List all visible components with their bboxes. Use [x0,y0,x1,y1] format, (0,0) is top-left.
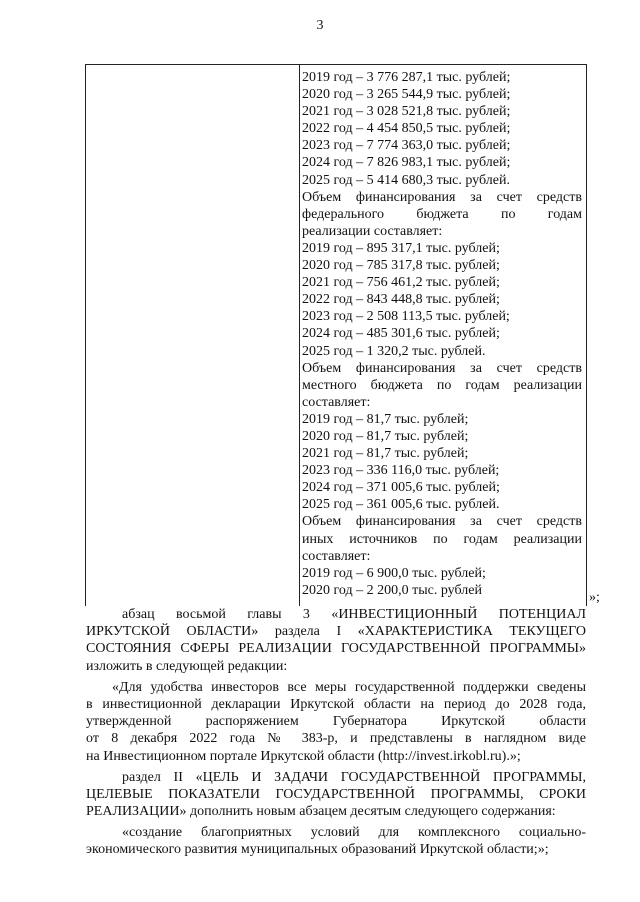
table-left-cell [86,65,300,606]
table-cell-line: составляет: [302,394,371,410]
table-cell-line: федерального бюджета по годам [302,206,582,222]
table-cell-line: иных источников по годам реализации [302,531,582,547]
table-cell-line: 2019 год – 6 900,0 тыс. рублей; [302,565,486,581]
body-line: экономического развития муниципальных образований Иркутской области;»; [86,842,549,858]
body-line: раздел II «ЦЕЛЬ И ЗАДАЧИ ГОСУДАРСТВЕННОЙ ПРОГРАММЫ, [122,769,586,785]
table-cell-line: 2025 год – 5 414 680,3 тыс. рублей. [302,172,510,188]
table-cell-line: 2021 год – 3 028 521,8 тыс. рублей; [302,104,511,120]
table-cell-line: 2020 год – 3 265 544,9 тыс. рублей; [302,87,511,103]
table-cell-line: Объем финансирования за счет средств [302,189,582,205]
table-cell-line: 2020 год – 81,7 тыс. рублей; [302,428,469,444]
table-cell-line: 2022 год – 4 454 850,5 тыс. рублей; [302,121,511,137]
table-cell-line: местного бюджета по годам реализации [302,377,582,393]
table-cell-line: Объем финансирования за счет средств [302,360,582,376]
body-line: в инвестиционной декларации Иркутской области на период до 2028 года, [86,696,586,712]
body-line: ИРКУТСКОЙ ОБЛАСТИ» раздела I «ХАРАКТЕРИСТИКА ТЕКУЩЕГО [86,624,586,640]
table-cell-line: реализации составляет: [302,223,443,239]
body-line: ЦЕЛЕВЫЕ ПОКАЗАТЕЛИ ГОСУДАРСТВЕННОЙ ПРОГРАММЫ, СРОКИ [86,786,586,802]
table-cell-line: 2024 год – 7 826 983,1 тыс. рублей; [302,155,511,171]
table-cell-line: 2025 год – 361 005,6 тыс. рублей. [302,497,500,513]
body-line: утвержденной распоряжением Губернатора Иркутской области [86,714,586,730]
body-line: от 8 декабря 2022 года № 383-р, и представлены в наглядном виде [86,731,586,747]
table-cell-line: 2022 год – 843 448,8 тыс. рублей; [302,292,500,308]
body-line: «создание благоприятных условий для комплексного социально- [122,825,586,841]
table-cell-line: 2025 год – 1 320,2 тыс. рублей. [302,343,486,359]
body-line: СОСТОЯНИЯ СФЕРЫ РЕАЛИЗАЦИИ ГОСУДАРСТВЕННОЙ ПРОГРАММЫ» [86,641,586,657]
table-cell-line: составляет: [302,548,371,564]
table-cell-line: 2019 год – 3 776 287,1 тыс. рублей; [302,70,511,85]
table-cell-line: 2019 год – 895 317,1 тыс. рублей; [302,240,500,256]
body-line: на Инвестиционном портале Иркутской области (http://invest.irkobl.ru).»; [86,748,521,764]
table-cell-line: 2021 год – 756 461,2 тыс. рублей; [302,275,500,291]
table-right-cell [302,69,582,599]
table-cell-line: Объем финансирования за счет средств [302,514,582,530]
table-cell-line: 2023 год – 7 774 363,0 тыс. рублей; [302,138,511,154]
page-number: 3 [316,18,324,33]
table-cell-line: 2020 год – 2 200,0 тыс. рублей [302,582,482,598]
table-cell-line: 2019 год – 81,7 тыс. рублей; [302,411,469,427]
table-cell-line: 2021 год – 81,7 тыс. рублей; [302,446,469,462]
table-cell-line: 2023 год – 2 508 113,5 тыс. рублей; [302,309,510,325]
table-cell-line: 2020 год – 785 317,8 тыс. рублей; [302,258,500,274]
body-text [86,606,586,859]
financing-table [85,64,587,606]
body-line: РЕАЛИЗАЦИИ» дополнить новым абзацем десятым следующего содержания: [86,804,556,820]
table-cell-line: 2023 год – 336 116,0 тыс. рублей; [302,463,500,479]
body-line: изложить в следующей редакции: [86,658,288,674]
table-cell-line: 2024 год – 485 301,6 тыс. рублей; [302,326,500,342]
body-line: «Для удобства инвесторов все меры государственной поддержки сведены [112,679,586,695]
body-line: абзац восьмой главы 3 «ИНВЕСТИЦИОННЫЙ ПОТЕНЦИАЛ [122,607,586,622]
closing-quote: »; [589,590,600,605]
table-cell-line: 2024 год – 371 005,6 тыс. рублей; [302,480,500,496]
